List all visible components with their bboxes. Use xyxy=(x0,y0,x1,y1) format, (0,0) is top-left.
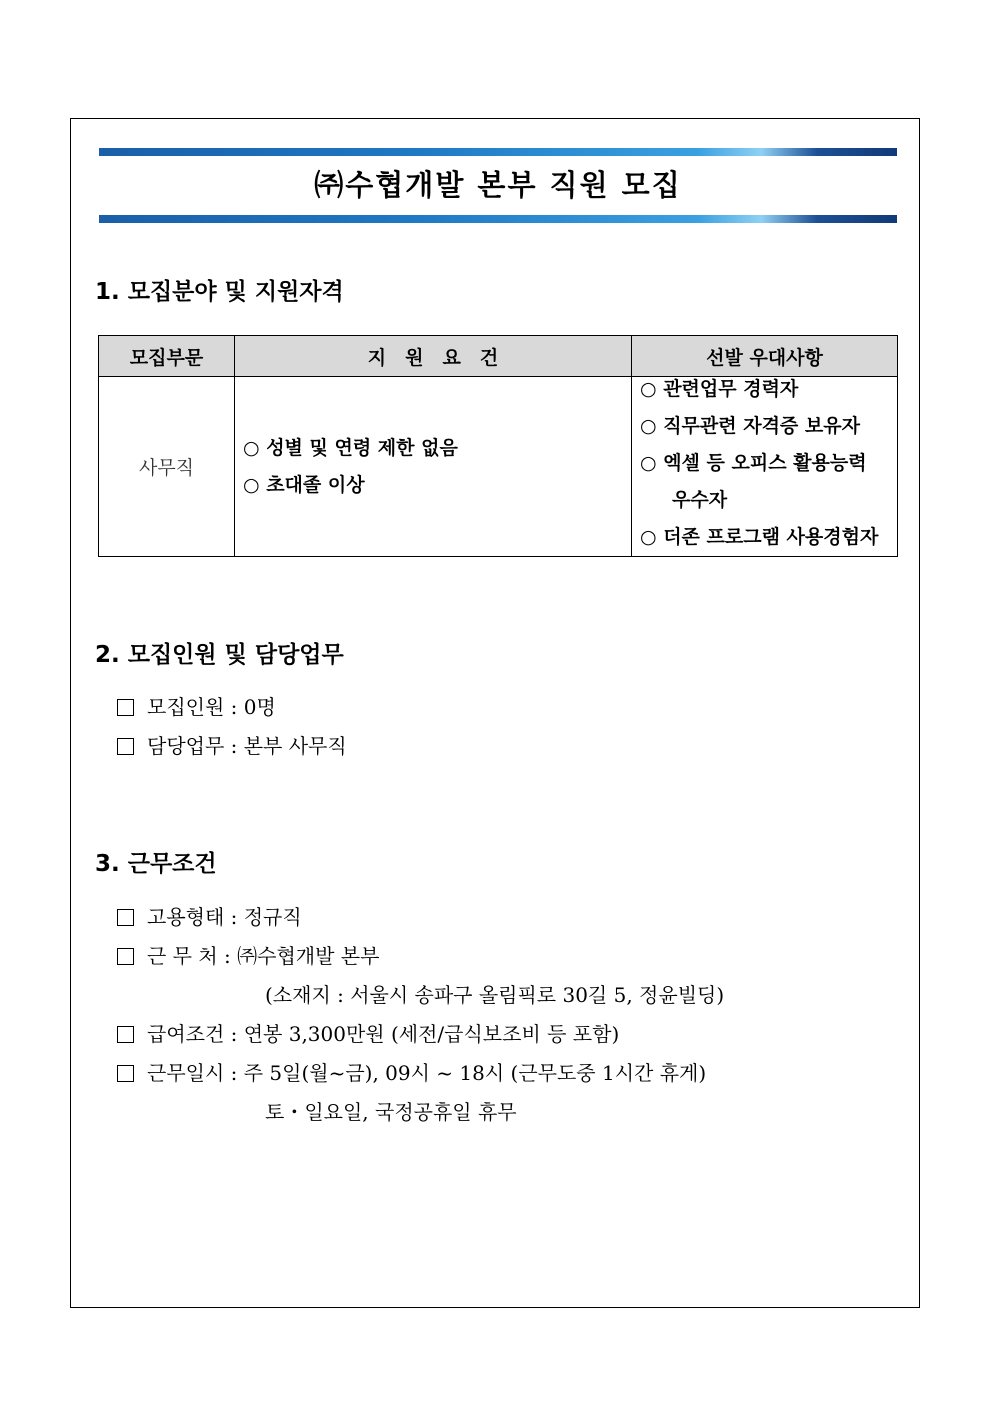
checkbox-icon xyxy=(117,1026,134,1043)
list-item-continued xyxy=(117,1093,724,1132)
list-item xyxy=(117,688,347,727)
list-item xyxy=(117,727,347,766)
header-requirements: 지 원 요 건 xyxy=(235,336,632,377)
section1-heading: 1. 모집분야 및 지원자격 xyxy=(95,279,344,305)
section2-heading: 2. 모집인원 및 담당업무 xyxy=(95,642,344,668)
checkbox-icon xyxy=(117,948,134,965)
list-item-text: 담당업무 : 본부 사무직 xyxy=(147,734,347,758)
list-item xyxy=(117,937,724,976)
preference-item: ○ 관련업무 경력자 xyxy=(640,378,799,400)
preferences-cell xyxy=(632,377,898,557)
section2-list xyxy=(117,688,347,766)
preference-item: ○ 더존 프로그램 사용경험자 xyxy=(640,526,879,548)
list-item xyxy=(117,1054,724,1093)
preference-item: ○ 엑셀 등 오피스 활용능력 xyxy=(640,452,867,474)
section3-heading: 3. 근무조건 xyxy=(95,851,217,877)
page-title: ㈜수협개발 본부 직원 모집 xyxy=(314,168,682,202)
header-preferences: 선발 우대사항 xyxy=(632,336,898,377)
requirement-item: ○ 초대졸 이상 xyxy=(243,473,365,496)
list-item-text: (소재지 : 서울시 송파구 올림픽로 30길 5, 정윤빌딩) xyxy=(265,983,725,1007)
recruitment-table xyxy=(98,335,898,557)
preference-item-continued: 우수자 xyxy=(672,489,728,511)
list-item-text: 고용형태 : 정규직 xyxy=(147,905,302,929)
list-item-text: 급여조건 : 연봉 3,300만원 (세전/급식보조비 등 포함) xyxy=(147,1022,620,1046)
list-item-text: 근 무 처 : ㈜수협개발 본부 xyxy=(147,944,380,968)
title-band-top xyxy=(99,148,897,156)
list-item xyxy=(117,1015,724,1054)
list-item-text: 토・일요일, 국정공휴일 휴무 xyxy=(265,1100,517,1124)
list-item xyxy=(117,898,724,937)
category-cell: 사무직 xyxy=(99,377,235,557)
title-band-bottom xyxy=(99,215,897,223)
list-item-text: 근무일시 : 주 5일(월~금), 09시 ~ 18시 (근무도중 1시간 휴게) xyxy=(147,1061,707,1085)
checkbox-icon xyxy=(117,738,134,755)
checkbox-icon xyxy=(117,1065,134,1082)
list-item-continued xyxy=(117,976,724,1015)
requirement-item: ○ 성별 및 연령 제한 없음 xyxy=(243,436,458,459)
requirements-cell xyxy=(235,377,632,557)
section3-list xyxy=(117,898,724,1132)
checkbox-icon xyxy=(117,909,134,926)
preference-item: ○ 직무관련 자격증 보유자 xyxy=(640,415,860,437)
checkbox-icon xyxy=(117,699,134,716)
header-category: 모집부문 xyxy=(99,336,235,377)
list-item-text: 모집인원 : 0명 xyxy=(147,695,276,719)
table-row xyxy=(99,377,898,557)
